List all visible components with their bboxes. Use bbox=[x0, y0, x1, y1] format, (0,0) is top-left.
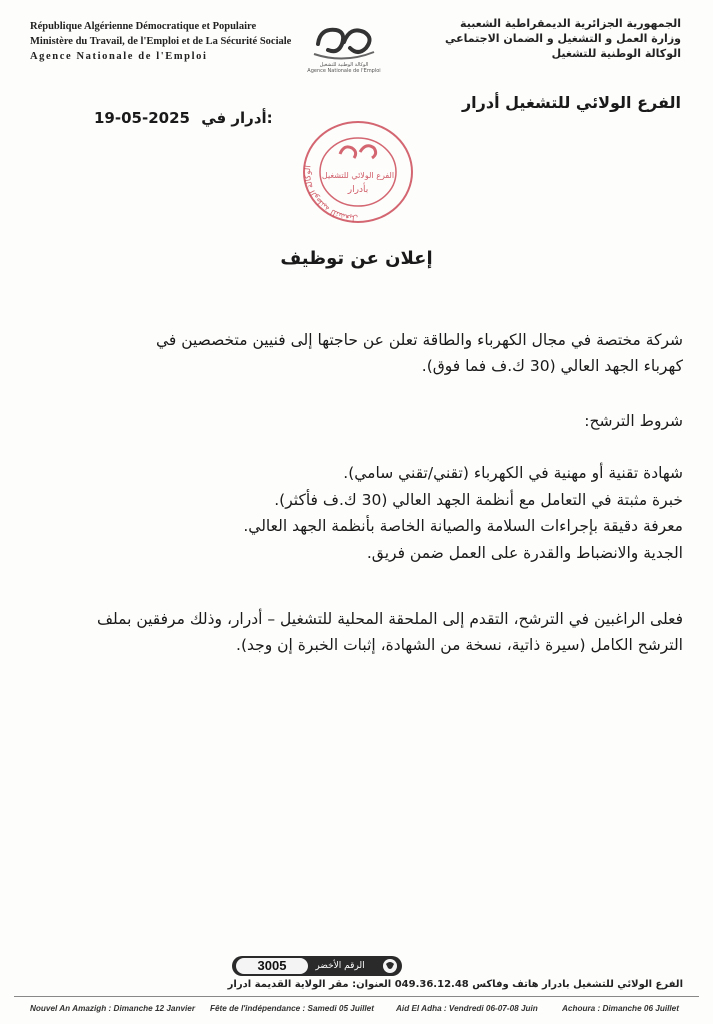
logo-caption: الوكالة الوطنية للتشغيل Agence Nationale de l'Emploi bbox=[307, 62, 381, 74]
republic-name-ar: الجمهورية الجزائرية الديمقراطية الشعبية bbox=[460, 17, 681, 30]
official-stamp-icon bbox=[288, 118, 428, 228]
condition-item: معرفة دقيقة بإجراءات السلامة والصيانة الخاصة بأنظمة الجهد العالي. bbox=[243, 517, 683, 535]
condition-item: شهادة تقنية أو مهنية في الكهرباء (تقني/تقني سامي). bbox=[343, 464, 683, 482]
condition-item: خبرة مثبتة في التعامل مع أنظمة الجهد العالي (30 ك.ف فأكثر). bbox=[274, 490, 683, 509]
condition-item: الجدية والانضباط والقدرة على العمل ضمن فريق. bbox=[366, 543, 683, 562]
holiday-item: Nouvel An Amazigh : Dimanche 12 Janvier bbox=[30, 1004, 196, 1013]
agency-name-fr: Agence Nationale de l'Emploi bbox=[30, 51, 208, 62]
ministry-name-fr: Ministère du Travail, de l'Emploi et de La Sécurité Sociale bbox=[30, 36, 292, 47]
date-line bbox=[94, 109, 273, 127]
stamp-line-1: الفرع الولائي للتشغيل bbox=[321, 171, 395, 180]
holiday-item: Achoura : Dimanche 06 Juillet bbox=[562, 1004, 679, 1013]
date-label: أدرار في: bbox=[201, 109, 273, 127]
date-value: 19-05-2025 bbox=[94, 109, 190, 127]
intro-line: شركة مختصة في مجال الكهرباء والطاقة تعلن عن حاجتها إلى فنيين متخصصين في bbox=[155, 331, 683, 349]
footer-address: الفرع الولائي للتشغيل بادرار هاتف وفاكس 049.36.12.48 العنوان: مقر الولاية القديمة ادرار bbox=[227, 979, 683, 990]
holiday-item: Aid El Adha : Vendredi 06-07-08 Juin bbox=[396, 1004, 538, 1013]
green-number-label: الرقم الأخضر bbox=[315, 961, 365, 971]
intro-line: كهرباء الجهد العالي (30 ك.ف فما فوق). bbox=[421, 357, 683, 375]
holidays-bar bbox=[0, 1004, 713, 1020]
conditions-heading: شروط الترشح: bbox=[584, 412, 683, 430]
green-number: 3005 bbox=[257, 958, 287, 973]
stamp-line-2: بأدرار bbox=[347, 185, 369, 195]
agency-name-ar: الوكالة الوطنية للتشغيل bbox=[551, 47, 681, 60]
intro-paragraph bbox=[23, 327, 683, 379]
ministry-name-ar: وزارة العمل و التشغيل و الضمان الاجتماعي bbox=[445, 32, 681, 45]
conditions-list bbox=[23, 460, 683, 566]
branch-name: الفرع الولائي للتشغيل أدرار bbox=[461, 93, 681, 112]
header-french bbox=[30, 19, 310, 64]
republic-name-fr: République Algérienne Démocratique et Populaire bbox=[30, 21, 257, 32]
application-paragraph bbox=[23, 606, 683, 658]
footer-divider bbox=[14, 996, 699, 997]
header-arabic bbox=[381, 16, 681, 61]
application-line: فعلى الراغبين في الترشح، التقدم إلى الملحقة المحلية للتشغيل – أدرار، وذلك مرفقين بملف bbox=[96, 610, 683, 628]
stamp-ring-text: الوكالة الوطنية للتشغيل bbox=[303, 164, 359, 224]
page-title: إعلان عن توظيف bbox=[280, 248, 433, 269]
holiday-item: Fête de l'indépendance : Samedi 05 Juillet bbox=[210, 1004, 374, 1013]
application-line: الترشح الكامل (سيرة ذاتية، نسخة من الشهادة، إثبات الخبرة إن وجد). bbox=[236, 636, 683, 654]
